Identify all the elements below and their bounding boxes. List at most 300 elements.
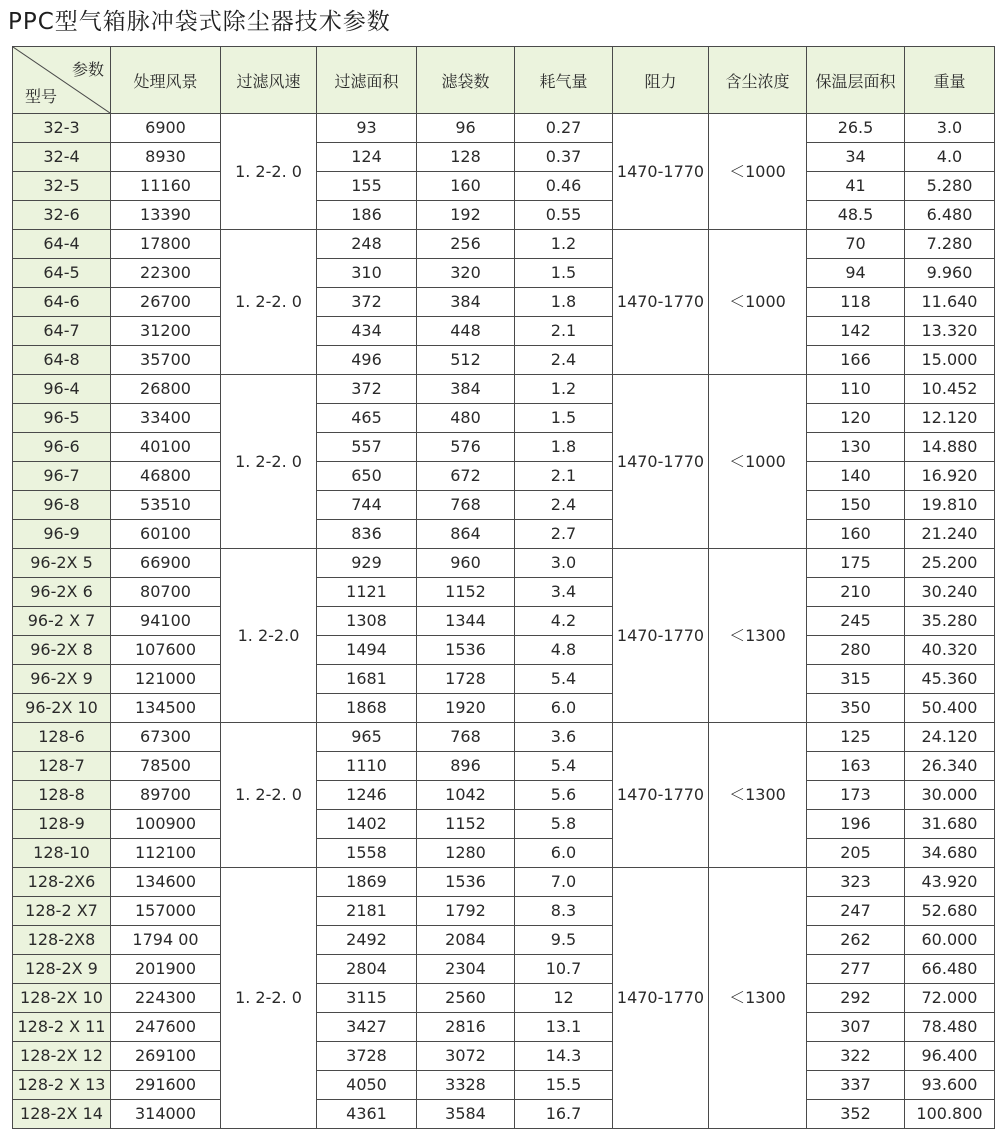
air-volume-cell: 1794 00 [111, 926, 221, 955]
insulation-area-cell: 26.5 [807, 114, 905, 143]
air-volume-cell: 107600 [111, 636, 221, 665]
insulation-area-cell: 350 [807, 694, 905, 723]
insulation-area-cell: 247 [807, 897, 905, 926]
insulation-area-cell: 352 [807, 1100, 905, 1129]
gas-consumption-cell: 1.2 [515, 230, 613, 259]
weight-cell: 13.320 [905, 317, 995, 346]
insulation-area-cell: 94 [807, 259, 905, 288]
weight-cell: 52.680 [905, 897, 995, 926]
gas-consumption-cell: 5.4 [515, 665, 613, 694]
table-row [13, 839, 995, 868]
weight-cell: 50.400 [905, 694, 995, 723]
filter-area-cell: 836 [317, 520, 417, 549]
insulation-area-cell: 125 [807, 723, 905, 752]
air-volume-cell: 94100 [111, 607, 221, 636]
weight-cell: 45.360 [905, 665, 995, 694]
gas-consumption-cell: 1.2 [515, 375, 613, 404]
air-volume-cell: 26700 [111, 288, 221, 317]
filter-area-cell: 434 [317, 317, 417, 346]
bag-count-cell: 128 [417, 143, 515, 172]
table-row [13, 955, 995, 984]
weight-cell: 35.280 [905, 607, 995, 636]
bag-count-cell: 1042 [417, 781, 515, 810]
page-title: PPC型气箱脉冲袋式除尘器技术参数 [8, 9, 391, 35]
bag-count-cell: 384 [417, 375, 515, 404]
filter-speed-cell: 1. 2-2. 0 [221, 230, 317, 375]
filter-area-cell: 372 [317, 288, 417, 317]
table-row [13, 230, 995, 259]
gas-consumption-cell: 9.5 [515, 926, 613, 955]
insulation-area-cell: 110 [807, 375, 905, 404]
bag-count-cell: 1152 [417, 578, 515, 607]
bag-count-cell: 1152 [417, 810, 515, 839]
weight-cell: 15.000 [905, 346, 995, 375]
table-row [13, 288, 995, 317]
bag-count-cell: 1536 [417, 636, 515, 665]
gas-consumption-cell: 4.8 [515, 636, 613, 665]
model-cell: 128-2 X7 [13, 897, 111, 926]
weight-cell: 19.810 [905, 491, 995, 520]
model-cell: 128-2X 12 [13, 1042, 111, 1071]
model-cell: 96-2X 8 [13, 636, 111, 665]
air-volume-cell: 314000 [111, 1100, 221, 1129]
insulation-area-cell: 142 [807, 317, 905, 346]
filter-area-cell: 4050 [317, 1071, 417, 1100]
bag-count-cell: 256 [417, 230, 515, 259]
air-volume-cell: 100900 [111, 810, 221, 839]
weight-cell: 21.240 [905, 520, 995, 549]
weight-cell: 12.120 [905, 404, 995, 433]
filter-area-cell: 2492 [317, 926, 417, 955]
gas-consumption-cell: 3.6 [515, 723, 613, 752]
model-cell: 96-2X 10 [13, 694, 111, 723]
gas-consumption-cell: 6.0 [515, 839, 613, 868]
insulation-area-cell: 196 [807, 810, 905, 839]
resistance-cell: 1470-1770 [613, 868, 709, 1129]
resistance-cell: 1470-1770 [613, 549, 709, 723]
filter-area-cell: 1110 [317, 752, 417, 781]
weight-cell: 30.240 [905, 578, 995, 607]
model-cell: 96-2X 9 [13, 665, 111, 694]
model-cell: 128-2 X 11 [13, 1013, 111, 1042]
filter-area-cell: 465 [317, 404, 417, 433]
model-cell: 96-5 [13, 404, 111, 433]
gas-consumption-cell: 15.5 [515, 1071, 613, 1100]
weight-cell: 4.0 [905, 143, 995, 172]
corner-header-cell [13, 47, 111, 114]
insulation-area-cell: 280 [807, 636, 905, 665]
bag-count-cell: 768 [417, 491, 515, 520]
table-row [13, 897, 995, 926]
air-volume-cell: 22300 [111, 259, 221, 288]
gas-consumption-cell: 6.0 [515, 694, 613, 723]
gas-consumption-cell: 5.6 [515, 781, 613, 810]
gas-consumption-cell: 2.4 [515, 491, 613, 520]
model-cell: 128-2X 9 [13, 955, 111, 984]
insulation-area-cell: 205 [807, 839, 905, 868]
filter-speed-cell: 1. 2-2. 0 [221, 114, 317, 230]
col-header-gas-consumption: 耗气量 [515, 47, 613, 114]
bag-count-cell: 192 [417, 201, 515, 230]
filter-area-cell: 650 [317, 462, 417, 491]
table-row [13, 926, 995, 955]
insulation-area-cell: 70 [807, 230, 905, 259]
weight-cell: 100.800 [905, 1100, 995, 1129]
air-volume-cell: 112100 [111, 839, 221, 868]
bag-count-cell: 1920 [417, 694, 515, 723]
filter-area-cell: 1246 [317, 781, 417, 810]
air-volume-cell: 201900 [111, 955, 221, 984]
dust-concentration-cell: ＜1300 [709, 723, 807, 868]
air-volume-cell: 8930 [111, 143, 221, 172]
filter-area-cell: 1494 [317, 636, 417, 665]
bag-count-cell: 896 [417, 752, 515, 781]
model-cell: 96-7 [13, 462, 111, 491]
weight-cell: 40.320 [905, 636, 995, 665]
air-volume-cell: 53510 [111, 491, 221, 520]
model-cell: 64-8 [13, 346, 111, 375]
table-row [13, 491, 995, 520]
header-row [13, 47, 995, 114]
weight-cell: 72.000 [905, 984, 995, 1013]
insulation-area-cell: 150 [807, 491, 905, 520]
weight-cell: 31.680 [905, 810, 995, 839]
insulation-area-cell: 307 [807, 1013, 905, 1042]
bag-count-cell: 2816 [417, 1013, 515, 1042]
bag-count-cell: 384 [417, 288, 515, 317]
filter-area-cell: 1558 [317, 839, 417, 868]
filter-speed-cell: 1. 2-2.0 [221, 549, 317, 723]
bag-count-cell: 96 [417, 114, 515, 143]
insulation-area-cell: 322 [807, 1042, 905, 1071]
insulation-area-cell: 262 [807, 926, 905, 955]
model-cell: 128-6 [13, 723, 111, 752]
air-volume-cell: 31200 [111, 317, 221, 346]
gas-consumption-cell: 10.7 [515, 955, 613, 984]
model-cell: 128-10 [13, 839, 111, 868]
air-volume-cell: 46800 [111, 462, 221, 491]
gas-consumption-cell: 14.3 [515, 1042, 613, 1071]
table-row [13, 375, 995, 404]
table-row [13, 317, 995, 346]
table-row [13, 781, 995, 810]
air-volume-cell: 134600 [111, 868, 221, 897]
model-cell: 128-2X6 [13, 868, 111, 897]
spec-table [12, 46, 995, 1129]
resistance-cell: 1470-1770 [613, 114, 709, 230]
insulation-area-cell: 163 [807, 752, 905, 781]
insulation-area-cell: 175 [807, 549, 905, 578]
table-row [13, 346, 995, 375]
model-cell: 64-5 [13, 259, 111, 288]
insulation-area-cell: 140 [807, 462, 905, 491]
weight-cell: 78.480 [905, 1013, 995, 1042]
air-volume-cell: 67300 [111, 723, 221, 752]
col-header-weight: 重量 [905, 47, 995, 114]
model-cell: 96-9 [13, 520, 111, 549]
weight-cell: 43.920 [905, 868, 995, 897]
bag-count-cell: 672 [417, 462, 515, 491]
filter-area-cell: 3427 [317, 1013, 417, 1042]
weight-cell: 10.452 [905, 375, 995, 404]
table-row [13, 723, 995, 752]
bag-count-cell: 3584 [417, 1100, 515, 1129]
air-volume-cell: 40100 [111, 433, 221, 462]
bag-count-cell: 768 [417, 723, 515, 752]
weight-cell: 34.680 [905, 839, 995, 868]
model-cell: 64-7 [13, 317, 111, 346]
model-cell: 32-3 [13, 114, 111, 143]
gas-consumption-cell: 0.55 [515, 201, 613, 230]
air-volume-cell: 13390 [111, 201, 221, 230]
dust-concentration-cell: ＜1300 [709, 549, 807, 723]
table-row [13, 607, 995, 636]
insulation-area-cell: 118 [807, 288, 905, 317]
model-cell: 128-2X 14 [13, 1100, 111, 1129]
dust-concentration-cell: ＜1000 [709, 114, 807, 230]
model-cell: 96-8 [13, 491, 111, 520]
gas-consumption-cell: 1.8 [515, 433, 613, 462]
table-row [13, 172, 995, 201]
bag-count-cell: 480 [417, 404, 515, 433]
air-volume-cell: 11160 [111, 172, 221, 201]
air-volume-cell: 80700 [111, 578, 221, 607]
table-row [13, 1100, 995, 1129]
table-row [13, 665, 995, 694]
weight-cell: 96.400 [905, 1042, 995, 1071]
filter-area-cell: 2804 [317, 955, 417, 984]
model-cell: 96-4 [13, 375, 111, 404]
gas-consumption-cell: 12 [515, 984, 613, 1013]
table-row [13, 1013, 995, 1042]
filter-area-cell: 2181 [317, 897, 417, 926]
model-cell: 64-4 [13, 230, 111, 259]
weight-cell: 66.480 [905, 955, 995, 984]
filter-speed-cell: 1. 2-2. 0 [221, 375, 317, 549]
corner-label-model: 型号 [25, 87, 58, 106]
gas-consumption-cell: 0.27 [515, 114, 613, 143]
filter-area-cell: 4361 [317, 1100, 417, 1129]
weight-cell: 93.600 [905, 1071, 995, 1100]
gas-consumption-cell: 1.8 [515, 288, 613, 317]
insulation-area-cell: 130 [807, 433, 905, 462]
dust-concentration-cell: ＜1300 [709, 868, 807, 1129]
insulation-area-cell: 210 [807, 578, 905, 607]
model-cell: 32-5 [13, 172, 111, 201]
model-cell: 96-2X 5 [13, 549, 111, 578]
gas-consumption-cell: 8.3 [515, 897, 613, 926]
filter-area-cell: 248 [317, 230, 417, 259]
bag-count-cell: 1536 [417, 868, 515, 897]
gas-consumption-cell: 3.0 [515, 549, 613, 578]
model-cell: 64-6 [13, 288, 111, 317]
filter-area-cell: 1308 [317, 607, 417, 636]
insulation-area-cell: 292 [807, 984, 905, 1013]
bag-count-cell: 2304 [417, 955, 515, 984]
weight-cell: 16.920 [905, 462, 995, 491]
col-header-insulation-area: 保温层面积 [807, 47, 905, 114]
table-row [13, 694, 995, 723]
table-row [13, 1042, 995, 1071]
insulation-area-cell: 315 [807, 665, 905, 694]
insulation-area-cell: 160 [807, 520, 905, 549]
table-row [13, 462, 995, 491]
table-row [13, 201, 995, 230]
insulation-area-cell: 173 [807, 781, 905, 810]
model-cell: 96-2X 6 [13, 578, 111, 607]
weight-cell: 6.480 [905, 201, 995, 230]
model-cell: 128-8 [13, 781, 111, 810]
gas-consumption-cell: 4.2 [515, 607, 613, 636]
air-volume-cell: 157000 [111, 897, 221, 926]
weight-cell: 3.0 [905, 114, 995, 143]
bag-count-cell: 2084 [417, 926, 515, 955]
insulation-area-cell: 337 [807, 1071, 905, 1100]
bag-count-cell: 1344 [417, 607, 515, 636]
gas-consumption-cell: 13.1 [515, 1013, 613, 1042]
gas-consumption-cell: 1.5 [515, 259, 613, 288]
model-cell: 128-9 [13, 810, 111, 839]
gas-consumption-cell: 7.0 [515, 868, 613, 897]
gas-consumption-cell: 2.4 [515, 346, 613, 375]
bag-count-cell: 960 [417, 549, 515, 578]
col-header-dust-concentration: 含尘浓度 [709, 47, 807, 114]
gas-consumption-cell: 0.37 [515, 143, 613, 172]
filter-area-cell: 93 [317, 114, 417, 143]
air-volume-cell: 17800 [111, 230, 221, 259]
bag-count-cell: 576 [417, 433, 515, 462]
filter-area-cell: 186 [317, 201, 417, 230]
air-volume-cell: 33400 [111, 404, 221, 433]
filter-area-cell: 496 [317, 346, 417, 375]
insulation-area-cell: 245 [807, 607, 905, 636]
filter-area-cell: 965 [317, 723, 417, 752]
col-header-filter-area: 过滤面积 [317, 47, 417, 114]
air-volume-cell: 291600 [111, 1071, 221, 1100]
air-volume-cell: 6900 [111, 114, 221, 143]
bag-count-cell: 448 [417, 317, 515, 346]
table-row [13, 520, 995, 549]
bag-count-cell: 160 [417, 172, 515, 201]
col-header-air-volume: 处理风景 [111, 47, 221, 114]
filter-area-cell: 1402 [317, 810, 417, 839]
filter-area-cell: 929 [317, 549, 417, 578]
filter-speed-cell: 1. 2-2. 0 [221, 723, 317, 868]
air-volume-cell: 121000 [111, 665, 221, 694]
weight-cell: 9.960 [905, 259, 995, 288]
model-cell: 128-7 [13, 752, 111, 781]
filter-area-cell: 3115 [317, 984, 417, 1013]
air-volume-cell: 269100 [111, 1042, 221, 1071]
insulation-area-cell: 120 [807, 404, 905, 433]
insulation-area-cell: 48.5 [807, 201, 905, 230]
insulation-area-cell: 277 [807, 955, 905, 984]
gas-consumption-cell: 16.7 [515, 1100, 613, 1129]
table-row [13, 549, 995, 578]
table-row [13, 636, 995, 665]
insulation-area-cell: 166 [807, 346, 905, 375]
weight-cell: 30.000 [905, 781, 995, 810]
air-volume-cell: 224300 [111, 984, 221, 1013]
filter-area-cell: 124 [317, 143, 417, 172]
bag-count-cell: 1728 [417, 665, 515, 694]
air-volume-cell: 60100 [111, 520, 221, 549]
insulation-area-cell: 41 [807, 172, 905, 201]
filter-area-cell: 1121 [317, 578, 417, 607]
gas-consumption-cell: 1.5 [515, 404, 613, 433]
filter-area-cell: 155 [317, 172, 417, 201]
corner-label-params: 参数 [71, 60, 104, 79]
resistance-cell: 1470-1770 [613, 723, 709, 868]
filter-area-cell: 744 [317, 491, 417, 520]
weight-cell: 11.640 [905, 288, 995, 317]
weight-cell: 5.280 [905, 172, 995, 201]
table-row [13, 1071, 995, 1100]
table-row [13, 433, 995, 462]
model-cell: 128-2X 10 [13, 984, 111, 1013]
filter-area-cell: 557 [317, 433, 417, 462]
air-volume-cell: 89700 [111, 781, 221, 810]
bag-count-cell: 512 [417, 346, 515, 375]
gas-consumption-cell: 5.4 [515, 752, 613, 781]
bag-count-cell: 320 [417, 259, 515, 288]
col-header-filter-speed: 过滤风速 [221, 47, 317, 114]
gas-consumption-cell: 2.7 [515, 520, 613, 549]
dust-concentration-cell: ＜1000 [709, 230, 807, 375]
filter-area-cell: 310 [317, 259, 417, 288]
filter-area-cell: 372 [317, 375, 417, 404]
air-volume-cell: 66900 [111, 549, 221, 578]
gas-consumption-cell: 5.8 [515, 810, 613, 839]
air-volume-cell: 134500 [111, 694, 221, 723]
resistance-cell: 1470-1770 [613, 375, 709, 549]
insulation-area-cell: 323 [807, 868, 905, 897]
bag-count-cell: 1280 [417, 839, 515, 868]
gas-consumption-cell: 2.1 [515, 317, 613, 346]
bag-count-cell: 2560 [417, 984, 515, 1013]
filter-area-cell: 1868 [317, 694, 417, 723]
weight-cell: 25.200 [905, 549, 995, 578]
table-row [13, 114, 995, 143]
table-row [13, 578, 995, 607]
weight-cell: 60.000 [905, 926, 995, 955]
gas-consumption-cell: 3.4 [515, 578, 613, 607]
gas-consumption-cell: 0.46 [515, 172, 613, 201]
filter-area-cell: 3728 [317, 1042, 417, 1071]
model-cell: 96-2 X 7 [13, 607, 111, 636]
filter-area-cell: 1869 [317, 868, 417, 897]
model-cell: 128-2 X 13 [13, 1071, 111, 1100]
bag-count-cell: 3328 [417, 1071, 515, 1100]
bag-count-cell: 3072 [417, 1042, 515, 1071]
weight-cell: 24.120 [905, 723, 995, 752]
table-body [13, 114, 995, 1129]
table-row [13, 259, 995, 288]
weight-cell: 14.880 [905, 433, 995, 462]
resistance-cell: 1470-1770 [613, 230, 709, 375]
gas-consumption-cell: 2.1 [515, 462, 613, 491]
weight-cell: 7.280 [905, 230, 995, 259]
table-row [13, 143, 995, 172]
model-cell: 32-4 [13, 143, 111, 172]
col-header-bag-count: 滤袋数 [417, 47, 515, 114]
filter-area-cell: 1681 [317, 665, 417, 694]
model-cell: 32-6 [13, 201, 111, 230]
filter-speed-cell: 1. 2-2. 0 [221, 868, 317, 1129]
air-volume-cell: 26800 [111, 375, 221, 404]
dust-concentration-cell: ＜1000 [709, 375, 807, 549]
table-row [13, 752, 995, 781]
